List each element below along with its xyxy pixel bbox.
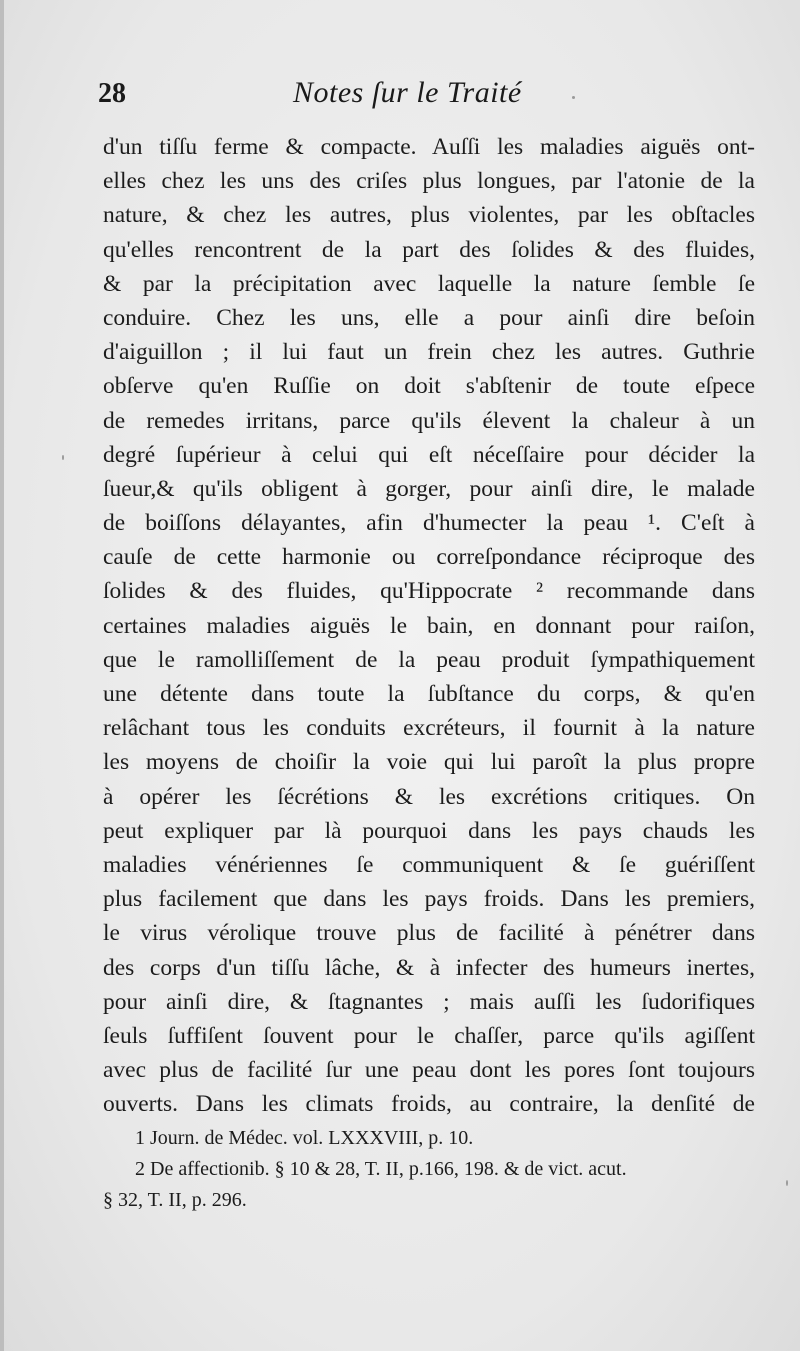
text-line: obſerve qu'en Ruſſie on doit s'abſtenir de toute eſpece xyxy=(103,373,755,400)
text-line: avec plus de facilité ſur une peau dont les pores ſont toujours xyxy=(103,1057,755,1084)
text-line: maladies vénériennes ſe communiquent & ſe guériſſent xyxy=(103,851,755,878)
text-line: conduire. Chez les uns, elle a pour ainſi dire beſoin xyxy=(103,304,755,331)
text-line: ſueur,& qu'ils obligent à gorger, pour ainſi dire, le malade xyxy=(103,475,755,502)
body-text xyxy=(103,130,755,1121)
paper-speck xyxy=(786,1180,788,1186)
text-line: les moyens de choiſir la voie qui lui paroît la plus propre xyxy=(103,749,755,776)
text-line: d'aiguillon ; il lui faut un frein chez les autres. Guthrie xyxy=(103,339,755,366)
text-line: des corps d'un tiſſu lâche, & à infecter des humeurs inertes, xyxy=(103,954,755,981)
footnote-1: 1 Journ. de Médec. vol. LXXXVIII, p. 10. xyxy=(135,1127,474,1149)
text-line: ſeuls ſuffiſent ſouvent pour le chaſſer, parce qu'ils agiſſent xyxy=(103,1022,755,1049)
text-line: cauſe de cette harmonie ou correſpondance réciproque des xyxy=(103,544,755,571)
paper-speck xyxy=(62,455,64,460)
text-line: à opérer les ſécrétions & les excrétions critiques. On xyxy=(103,783,755,810)
text-line: peut expliquer par là pourquoi dans les pays chauds les xyxy=(103,817,755,844)
footnotes xyxy=(103,1123,758,1216)
footnote-2: 2 De affectionib. § 10 & 28, T. II, p.166, 198. & de vict. acut. xyxy=(135,1158,627,1180)
paper-speck xyxy=(572,96,575,99)
text-line: le virus vérolique trouve plus de facilité à pénétrer dans xyxy=(103,920,755,947)
text-line: & par la précipitation avec laquelle la nature ſemble ſe xyxy=(103,270,755,297)
text-line: relâchant tous les conduits excréteurs, il fournit à la nature xyxy=(103,715,755,742)
text-line: d'un tiſſu ferme & compacte. Auſſi les maladies aiguës ont- xyxy=(103,134,755,160)
text-line: de remedes irritans, parce qu'ils élevent la chaleur à un xyxy=(103,407,755,434)
text-line: elles chez les uns des criſes plus longues, par l'atonie de la xyxy=(103,168,755,195)
text-line: que le ramolliſſement de la peau produit ſympathiquement xyxy=(103,646,755,673)
text-line: de boiſſons délayantes, afin d'humecter la peau ¹. C'eſt à xyxy=(103,510,755,537)
text-line: nature, & chez les autres, plus violentes, par les obſtacles xyxy=(103,202,755,229)
page-number: 28 xyxy=(98,78,126,109)
running-title: Notes ſur le Traité xyxy=(293,76,522,109)
text-line: pour ainſi dire, & ſtagnantes ; mais auſſi les ſudorifiques xyxy=(103,988,755,1015)
text-line: ſolides & des fluides, qu'Hippocrate ² recommande dans xyxy=(103,578,755,605)
text-line: plus facilement que dans les pays froids. Dans les premiers, xyxy=(103,886,755,913)
text-line: degré ſupérieur à celui qui eſt néceſſaire pour décider la xyxy=(103,441,755,468)
text-line: qu'elles rencontrent de la part des ſolides & des fluides, xyxy=(103,236,755,263)
page-header xyxy=(98,70,758,114)
text-line: certaines maladies aiguës le bain, en donnant pour raiſon, xyxy=(103,612,755,639)
footnote-2-continued: § 32, T. II, p. 296. xyxy=(103,1189,247,1211)
page-edge xyxy=(0,0,4,1351)
text-line: ouverts. Dans les climats froids, au contraire, la denſité de xyxy=(103,1091,755,1118)
text-line: une détente dans toute la ſubſtance du corps, & qu'en xyxy=(103,681,755,707)
